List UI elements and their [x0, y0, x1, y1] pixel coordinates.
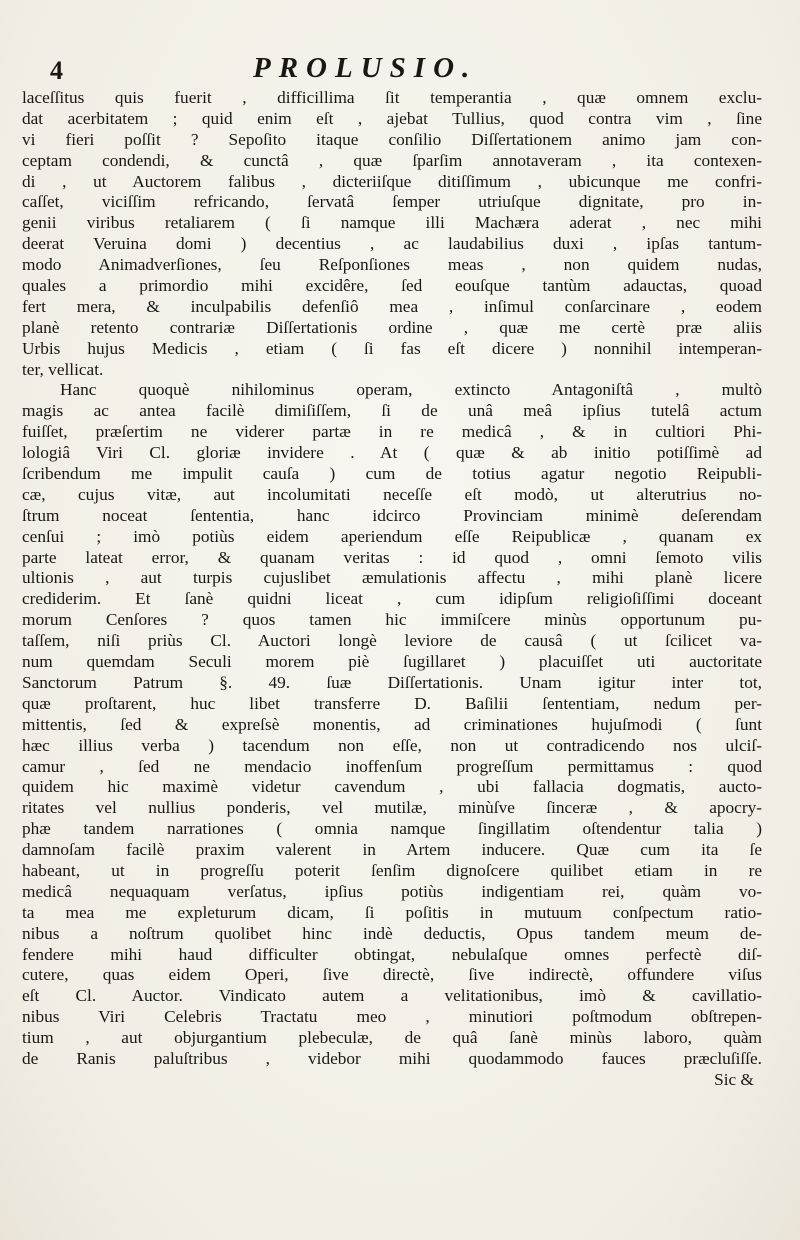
- body-text: [22, 88, 762, 1091]
- text-line: ultionis , aut turpis cujuslibet æmulationis affectu , mihi planè licere: [22, 568, 762, 588]
- text-line: ſtrum noceat ſententia, hanc idcirco Provinciam minimè deſerendam: [22, 505, 762, 525]
- text-line: medicâ nequaquam verſatus, ipſius potiùs indigentiam rei, quàm vo-: [22, 881, 762, 901]
- text-line: hæc illius verba ) tacendum non eſſe, non ut contradicendo nos ulciſ-: [22, 735, 762, 755]
- text-line: cutere, quas eidem Operi, ſive directè, ſive indirectè, offundere viſus: [22, 965, 762, 985]
- text-line: camur , ſed ne mendacio inoffenſum progreſſum permittamus : quod: [22, 756, 762, 776]
- text-line: planè retento contrariæ Diſſertationis ordine , quæ me certè præ aliis: [22, 317, 762, 337]
- text-line: phæ tandem narrationes ( omnia namque ſingillatim oſtendentur talia ): [22, 819, 762, 839]
- text-line: Urbis hujus Medicis , etiam ( ſi fas eſt dicere ) nonnihil intemperan-: [22, 338, 762, 358]
- text-line: ta mea me expleturum dicam, ſi poſitis in mutuum conſpectum ratio-: [22, 902, 762, 922]
- text-line: crediderim. Et ſanè quidni liceat , cum idipſum religioſiſſimi doceant: [22, 589, 762, 609]
- text-line: ter, vellicat.: [22, 359, 104, 379]
- text-line: taſſem, niſi priùs Cl. Auctori longè leviore de causâ ( ut ſcilicet va-: [22, 631, 762, 651]
- text-line: modo Animadverſiones, ſeu Reſponſiones meas , non quidem nudas,: [22, 255, 762, 275]
- text-line: tium , aut objurgantium plebeculæ, de quâ ſanè minùs laboro, quàm: [22, 1028, 762, 1048]
- text-line: deerat Veruina domi ) decentius , ac laudabilius duxi , ipſas tantum-: [22, 234, 762, 254]
- text-line: vi fieri poſſit ? Sepoſito itaque conſilio Diſſertationem animo jam con-: [22, 129, 762, 149]
- text-line: nibus Viri Celebris Tractatu meo , minutiori poſtmodum obſtrepen-: [22, 1007, 762, 1027]
- text-line: mittentis, ſed & expreſsè monentis, ad criminationes hujuſmodi ( ſunt: [22, 714, 762, 734]
- text-line: caſſet, viciſſim refricando, ſervatâ ſemper utriuſque dignitate, pro in-: [22, 192, 762, 212]
- text-line: Hanc quoquè nihilominus operam, extincto Antagoniſtâ , multò: [60, 380, 762, 400]
- text-line: cæ, cujus vitæ, aut incolumitati neceſſe eſt modò, ut alterutrius no-: [22, 484, 762, 504]
- text-line: dat acerbitatem ; quid enim eſt , ajebat Tullius, quod contra vim , ſine: [22, 108, 762, 128]
- text-line: parte lateat error, & quanam veritas : id quod , omni ſemoto vilis: [22, 547, 762, 567]
- page-number: 4: [50, 56, 63, 85]
- text-line: fendere mihi haud difficulter obtingat, nebulaſque omnes perfectè diſ-: [22, 944, 762, 964]
- text-line: eſt Cl. Auctor. Vindicato autem a velitationibus, imò & cavillatio-: [22, 986, 762, 1006]
- text-line: quæ proſtarent, huc libet transferre D. Baſilii ſententiam, nedum per-: [22, 693, 762, 713]
- text-line: quidem hic maximè videtur cavendum , ubi fallacia dogmatis, aucto-: [22, 777, 762, 797]
- text-line: fert mera, & inculpabilis defenſiô mea , inſimul conſarcinare , eodem: [22, 296, 762, 316]
- page-header: [48, 52, 760, 88]
- text-line: de Ranis paluſtribus , videbor mihi quodammodo fauces præcluſiſſe.: [22, 1048, 762, 1068]
- running-head: PROLUSIO.: [253, 52, 478, 84]
- text-line: ritates vel nullius ponderis, vel mutilæ, minùſve ſinceræ , & apocry-: [22, 798, 762, 818]
- text-line: morum Cenſores ? quos tamen hic immiſcere minùs opportunum pu-: [22, 610, 762, 630]
- text-line: fuiſſet, præſertim ne viderer partæ in re medicâ , & in cultiori Phi-: [22, 422, 762, 442]
- text-line: Sanctorum Patrum §. 49. ſuæ Diſſertationis. Unam igitur inter tot,: [22, 672, 762, 692]
- text-line: damnoſam facilè praxim valerent in Artem inducere. Quæ cum ita ſe: [22, 840, 762, 860]
- text-line: habeant, ut in progreſſu poterit ſenſim dignoſcere quilibet etiam in re: [22, 860, 762, 880]
- text-line: ceptam condendi, & cunctâ , quæ ſparſim annotaveram , ita contexen-: [22, 150, 762, 170]
- text-line: num quemdam Seculi morem piè ſugillaret ) placuiſſet uti auctoritate: [22, 652, 762, 672]
- text-line: cenſui ; imò potiùs eidem aperiendum eſſe Reipublicæ , quanam ex: [22, 526, 762, 546]
- text-line: di , ut Auctorem falibus , dicteriiſque ditiſſimum , ubicunque me confri-: [22, 171, 762, 191]
- text-line: laceſſitus quis fuerit , difficillima ſit temperantia , quæ omnem exclu-: [22, 88, 762, 107]
- text-line: genii viribus retaliarem ( ſi namque illi Machæra aderat , nec mihi: [22, 213, 762, 233]
- text-line: lologiâ Viri Cl. gloriæ invidere . At ( quæ & ab initio potiſſimè ad: [22, 443, 762, 463]
- text-line: ſcribendum me impulit cauſa ) cum de totius agatur negotio Reipubli-: [22, 464, 762, 484]
- text-line: nibus a noſtrum quolibet hinc indè deductis, Opus tandem meum de-: [22, 923, 762, 943]
- text-line: magis ac antea facilè dimiſiſſem, ſi de unâ meâ ipſius tutelâ actum: [22, 401, 762, 421]
- catchword: Sic &: [714, 1069, 754, 1089]
- text-line: quales a primordio mihi excidêre, ſed eouſque tantùm adauctas, quoad: [22, 276, 762, 296]
